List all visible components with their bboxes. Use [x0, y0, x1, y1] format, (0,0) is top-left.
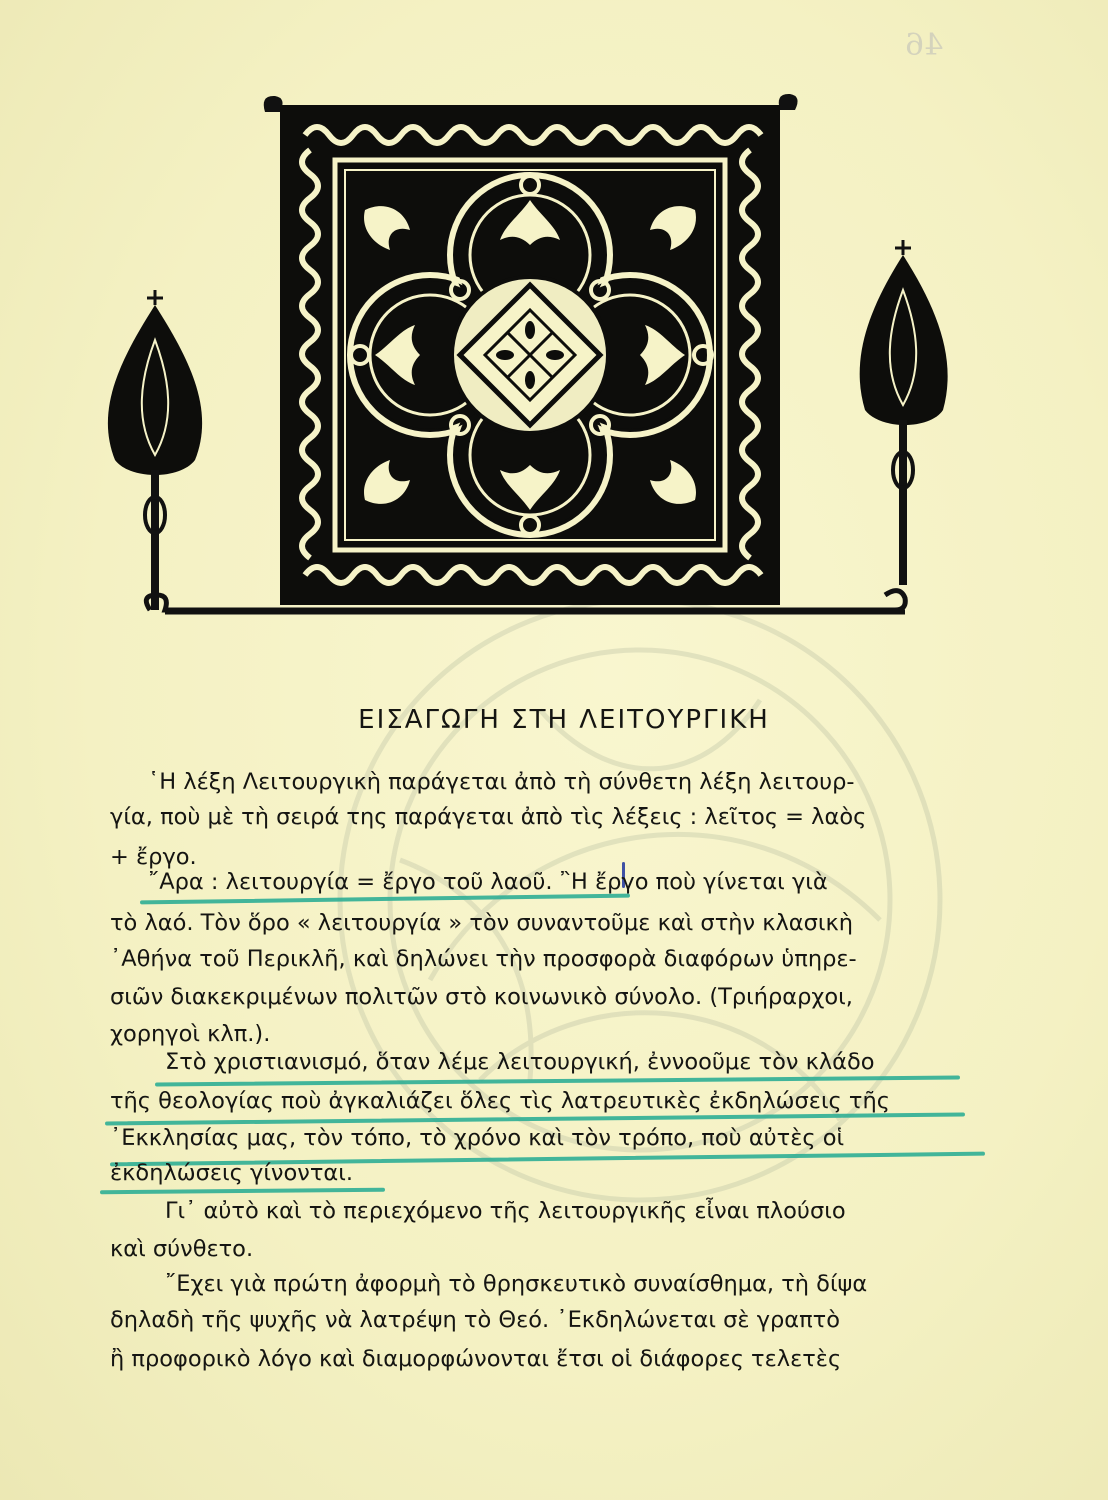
text-line-content: χορηγοὶ κλπ.).: [110, 1021, 271, 1047]
text-line: [110, 806, 960, 829]
text-line: [165, 1051, 960, 1074]
text-line-content: ῎Εχει γιὰ πρώτη ἀφορμὴ τὸ θρησκευτικὸ συναίσθημα, τὴ δίψα: [165, 1271, 868, 1297]
text-line: [110, 948, 960, 971]
page-number: 46: [905, 28, 944, 63]
text-line-content: τῆς θεολογίας ποὺ ἀγκαλιάζει ὅλες τὶς λατρευτικὲς ἐκδηλώσεις τῆς: [110, 1088, 890, 1114]
text-line: [110, 1090, 960, 1113]
text-line: [148, 871, 960, 894]
text-line-content: Στὸ χριστιανισμό, ὅταν λέμε λειτουργική, ἐννοοῦμε τὸν κλάδο: [165, 1049, 875, 1075]
text-line-content: γία, ποὺ μὲ τὴ σειρά της παράγεται ἀπὸ τὶς λέξεις : λεῖτος = λαὸς: [110, 804, 867, 830]
right-finial: [860, 240, 948, 585]
text-line-content: ῎Αρα : λειτουργία = ἔργο τοῦ λαοῦ. ῍Η ἔργο ποὺ γίνεται γιὰ: [148, 869, 828, 895]
text-line-content: καὶ σύνθετο.: [110, 1236, 254, 1262]
text-line: [110, 1309, 960, 1332]
text-line: [165, 1200, 960, 1223]
left-finial: [108, 290, 202, 610]
text-line: [110, 1127, 960, 1150]
text-line-content: δηλαδὴ τῆς ψυχῆς νὰ λατρέψη τὸ Θεό. ᾿Εκδηλώνεται σὲ γραπτὸ: [110, 1307, 840, 1333]
text-line-content: ἢ προφορικὸ λόγο καὶ διαμορφώνονται ἔτσι οἱ διάφορες τελετὲς: [110, 1346, 842, 1372]
text-line: [110, 1023, 960, 1046]
text-line: [110, 846, 960, 869]
text-line: [165, 1273, 960, 1296]
text-line-content: + ἔργο.: [110, 844, 197, 870]
text-line-content: σιῶν διακεκριμένων πολιτῶν στὸ κοινωνικὸ σύνολο. (Τριήραρχοι,: [110, 984, 853, 1010]
text-line: [110, 912, 960, 935]
text-line-content: τὸ λαό. Τὸν ὅρο « λειτουργία » τὸν συναντοῦμε καὶ στὴν κλασικὴ: [110, 910, 854, 936]
chapter-heading: ΕΙΣΑΓΩΓΗ ΣΤΗ ΛΕΙΤΟΥΡΓΙΚΗ: [358, 705, 770, 735]
text-line-content: Γι᾿ αὐτὸ καὶ τὸ περιεχόμενο τῆς λειτουργικῆς εἶναι πλούσιο: [165, 1198, 846, 1224]
text-line-content: ἐκδηλώσεις γίνονται.: [110, 1160, 353, 1186]
byzantine-ornament-headpiece: [95, 90, 975, 650]
text-line: [110, 1348, 960, 1371]
text-line: [110, 1238, 960, 1261]
text-line: [110, 1162, 960, 1185]
text-line-content: ᾿Αθήνα τοῦ Περικλῆ, καὶ δηλώνει τὴν προσφορὰ διαφόρων ὑπηρε-: [110, 946, 857, 972]
text-line: [110, 986, 960, 1009]
text-line-content: ᾿Εκκλησίας μας, τὸν τόπο, τὸ χρόνο καὶ τὸν τρόπο, ποὺ αὐτὲς οἱ: [110, 1125, 845, 1151]
text-line: [148, 771, 960, 794]
text-line-content: ῾Η λέξη Λειτουργικὴ παράγεται ἀπὸ τὴ σύνθετη λέξη λειτουρ-: [148, 769, 855, 795]
